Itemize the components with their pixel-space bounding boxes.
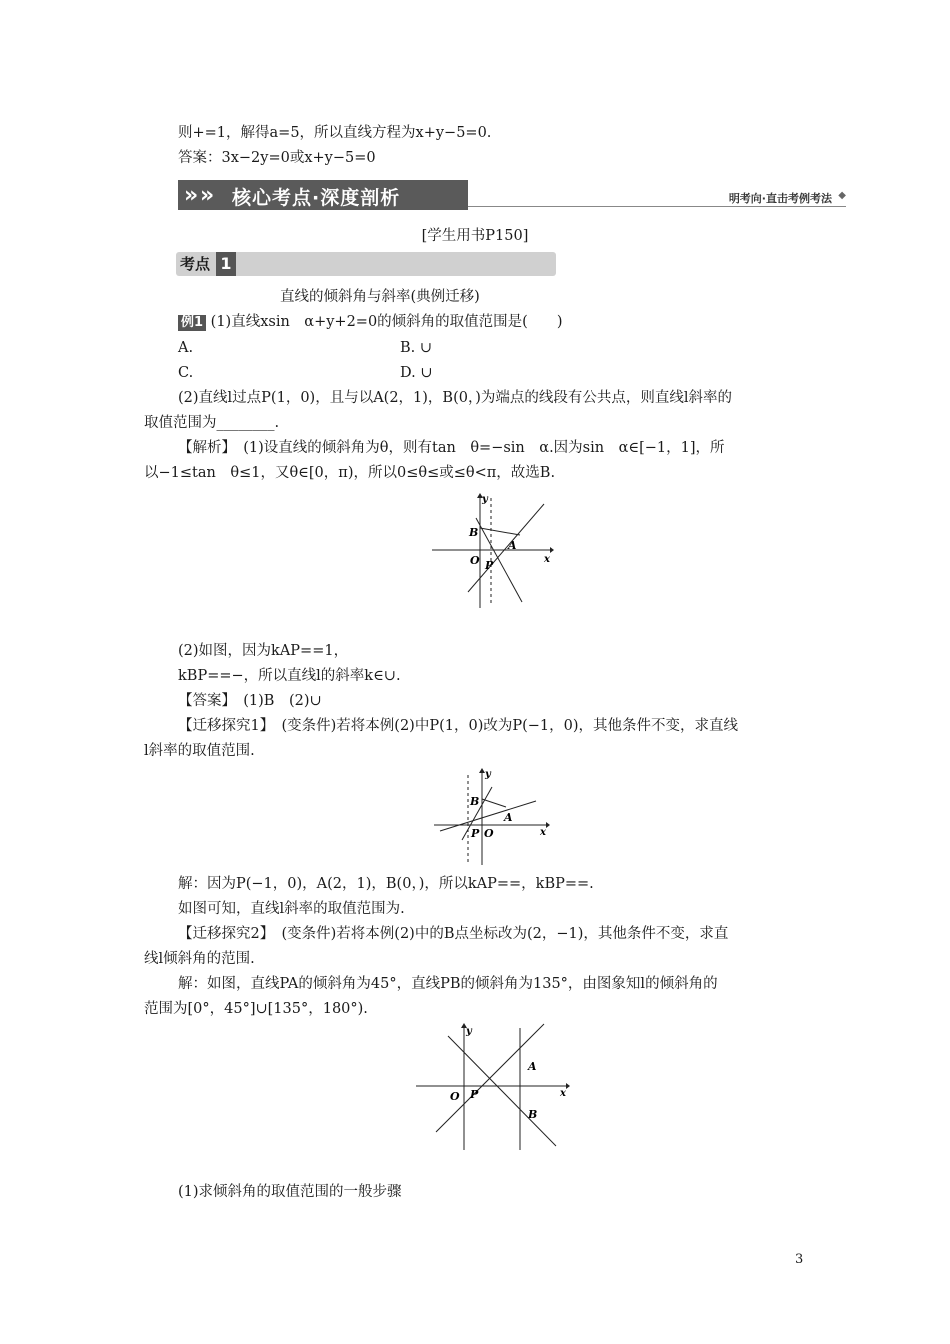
arrow-icon [546, 822, 550, 828]
fig2-y-label: y [485, 769, 491, 780]
extension-2-line1: 【迁移探究2】 (变条件)若将本例(2)中的B点坐标改为(2，−1)，其他条件不变，求直 [178, 926, 729, 942]
fig2-o-label: O [484, 827, 494, 840]
analysis-line1: 【解析】 (1)设直线的倾斜角为θ，则有tan θ=−sin α.因为sin α∈[−1，1]，所 [178, 440, 725, 456]
book-reference: [学生用书P150] [421, 228, 529, 244]
chevron-icon: » [184, 183, 199, 208]
figure-3 [412, 1022, 572, 1152]
fig2-p-label: P [471, 827, 480, 840]
extension-1-solution-1: 解：因为P(−1，0)，A(2，1)，B(0，)，所以kAP==，kBP==. [178, 876, 594, 892]
page-number: 3 [795, 1252, 804, 1267]
segment-ab [480, 528, 520, 535]
banner-subtitle: 明考向·直击考例考法 [728, 192, 832, 205]
fig2-b-label: B [470, 795, 480, 808]
fig3-a-label: A [528, 1060, 537, 1073]
arrow-icon [566, 1083, 570, 1089]
topic-title: 直线的倾斜角与斜率(典例迁移) [280, 289, 480, 305]
answer-line: 答案：3x−2y=0或x+y−5=0 [178, 150, 376, 166]
answer-label: 【答案】 (1)B (2)∪ [178, 693, 322, 709]
fig1-p-label: P [485, 559, 494, 572]
fig3-p-label: P [470, 1088, 479, 1101]
option-a: A. [178, 340, 194, 356]
line-ap [468, 504, 544, 592]
extension-2-line2: 线l倾斜角的范围. [144, 951, 255, 967]
question-2-line1: (2)直线l过点P(1，0)，且与以A(2，1)，B(0，)为端点的线段有公共点，则直线l斜率的 [178, 390, 733, 406]
segment-ab [482, 799, 506, 807]
question-text: (1)直线xsin α+y+2=0的倾斜角的取值范围是( ) [210, 314, 563, 330]
fig3-y-label: y [466, 1026, 472, 1037]
option-d: D. ∪ [400, 365, 433, 381]
line-bp [476, 518, 522, 602]
solution-2-line1: (2)如图，因为kAP==1， [178, 643, 349, 659]
fig1-b-label: B [469, 526, 479, 539]
example-badge: 例1 [178, 315, 206, 331]
topic-label: 考点 [180, 255, 211, 273]
extension-1-line2: l斜率的取值范围. [144, 743, 255, 759]
analysis-line2: 以−1≤tan θ≤1，又θ∈[0，π)，所以0≤θ≤或≤θ<π，故选B. [144, 465, 556, 481]
figure-2 [432, 765, 552, 869]
banner-title: 核心考点·深度剖析 [232, 187, 401, 209]
fig1-o-label: O [470, 554, 480, 567]
summary-heading: (1)求倾斜角的取值范围的一般步骤 [178, 1184, 402, 1200]
chevron-icon: » [200, 183, 215, 208]
topic-number: 1 [216, 252, 236, 276]
fig1-y-label: y [482, 494, 488, 505]
fig3-b-label: B [528, 1108, 538, 1121]
diamond-icon: ◆ [838, 190, 846, 201]
solution-2-line2: kBP==−，所以直线l的斜率k∈∪. [178, 668, 401, 684]
topic-header [176, 252, 556, 276]
question-2-line2: 取值范围为________. [144, 415, 280, 431]
banner-rule [468, 206, 846, 207]
extension-1-solution-2: 如图可知，直线l斜率的取值范围为. [178, 901, 405, 917]
extension-2-solution-1: 解：如图，直线PA的倾斜角为45°，直线PB的倾斜角为135°，由图象知l的倾斜角的 [178, 976, 718, 992]
fig2-x-label: x [540, 827, 546, 838]
example-question [178, 312, 563, 332]
arrow-icon [550, 547, 554, 553]
fig3-o-label: O [450, 1090, 460, 1103]
section-banner [178, 180, 846, 210]
fig1-a-label: A [508, 539, 517, 552]
fig1-x-label: x [544, 554, 550, 565]
extension-1-line1: 【迁移探究1】 (变条件)若将本例(2)中P(1，0)改为P(−1，0)，其他条件不变，求直线 [178, 718, 739, 734]
text-line: 则+=1，解得a=5，所以直线方程为x+y−5=0. [178, 125, 492, 141]
option-c: C. [178, 365, 194, 381]
fig3-x-label: x [560, 1088, 566, 1099]
figure-1 [428, 488, 554, 610]
option-b: B. ∪ [400, 340, 433, 356]
extension-2-solution-2: 范围为[0°，45°]∪[135°，180°). [144, 1001, 368, 1017]
fig2-a-label: A [504, 811, 513, 824]
